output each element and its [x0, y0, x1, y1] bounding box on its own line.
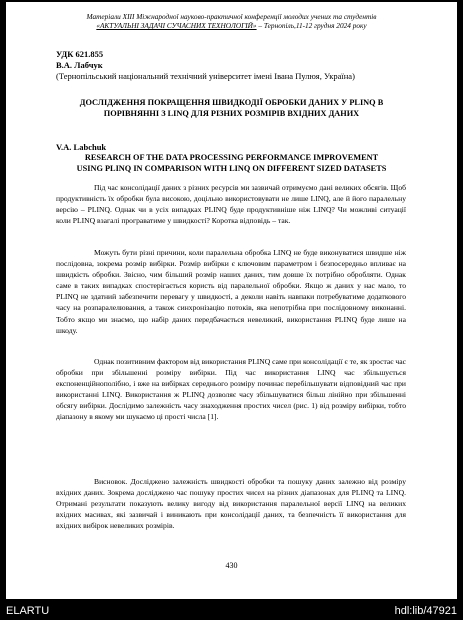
title-ua-line2: ПОРІВНЯННІ З LINQ ДЛЯ РІЗНИХ РОЗМІРІВ ВХІДНИХ ДАНИХ: [103, 109, 360, 118]
udk-code: УДК 621.855: [56, 49, 104, 59]
title-ua-line1: ДОСЛІДЖЕННЯ ПОКРАЩЕННЯ ШВИДКОДІЇ ОБРОБКИ ДАНИХ У PLINQ В: [79, 98, 384, 107]
author-ua: В.А. Лабчук: [56, 60, 103, 70]
page-number: 430: [225, 561, 238, 570]
conclusion-paragraph: Висновок. Досліджено залежність швидкості обробки та пошуку даних залежно від розміру вхідних даних. Зокрема досліджено час пошуку простих чисел на різних діапазонах для PLINQ та LINQ. Отримані результати показують велику вигоду від використання паралельної версії LINQ на великих вхідних масивах, які зазвичай і виникають при консолідації даних, та безпечність її використання для вхідних вибірок невеликих розмірів.: [56, 477, 406, 531]
title-en-line2: USING PLINQ IN COMPARISON WITH LINQ ON DIFFERENT SIZED DATASETS: [76, 164, 387, 173]
repository-name: ELARTU: [6, 605, 50, 617]
author-affiliation: (Тернопільський національний технічний університет імені Івана Пулюя, Україна): [56, 71, 355, 81]
conference-header-line1: Матеріали XIII Міжнародної науково-практичної конференції молодих учених та студентів: [86, 12, 377, 21]
body-paragraph-1: Під час консолідації даних з різних ресурсів ми зазвичай отримуємо дані великих обсягів. Щоб продуктивність їх обробки була високою, доцільно використовувати не лише LINQ, але й його паралельну версію – PLINQ. Однак чи в усіх випадках PLINQ буде продуктивніше ніж LINQ? Чи можливі ситуації коли PLINQ взагалі програватиме у швидкості? Коротка відповідь – так.: [56, 183, 406, 226]
body-paragraph-2: Можуть бути різні причини, коли паралельна обробка LINQ не буде виконуватися швидше ніж послідовна, зокрема розмір вибірки. Розмір вибірки є ключовим параметром і безпосередньо впливає на швидкість обробки. Звісно, чим більший розмір наших даних, тим довше їх потрібно обробляти. Однак саме в таких випадках спостерігається користь від паралельної обробки. Якщо ж даних у нас мало, то PLINQ не здатний забезпечити перевагу у швидкості, а деколи навіть навпаки потребуватиме додаткового часу на розпаралелювання, а також синхронізацію потоків, яка непотрібна при послідовному виконанні. Тобто якщо ми знаємо, що набір даних передбачається невеликий, використання PLINQ буде лише на шкоду.: [56, 248, 406, 335]
title-en-line1: RESEARCH OF THE DATA PROCESSING PERFORMANCE IMPROVEMENT: [84, 153, 379, 162]
conference-header-line2: [6, 21, 457, 30]
handle-identifier[interactable]: hdl:lib/47921: [394, 605, 457, 617]
conference-title-link[interactable]: «АКТУАЛЬНІ ЗАДАЧІ СУЧАСНИХ ТЕХНОЛОГІЙ»: [96, 21, 257, 30]
body-paragraph-3: Однак позитивним фактором від використання PLINQ саме при консолідації є те, як зростає час обробки при збільшенні розміру вибірки. Під час використання LINQ час збільшується експоненційнополібно, і вже на вибірках середнього розміру починає перебільшувати відповідний час при використанні LINQ. Використання ж PLINQ дозволяє часу збільшуватися більш лінійно при збільшенні обсягу вибірки. Дослідимо залежність часу знаходження простих чисел (рис. 1) від розміру вибірки, тобто діапазону в якому ми шукаємо ці прості числа [1].: [56, 357, 406, 422]
document-page: [6, 2, 457, 599]
conference-place-date: – Тернопіль,11-12 грудня 2024 року: [256, 21, 367, 30]
author-en: V.A. Labchuk: [56, 142, 107, 152]
repository-footer-bar: [0, 603, 463, 620]
